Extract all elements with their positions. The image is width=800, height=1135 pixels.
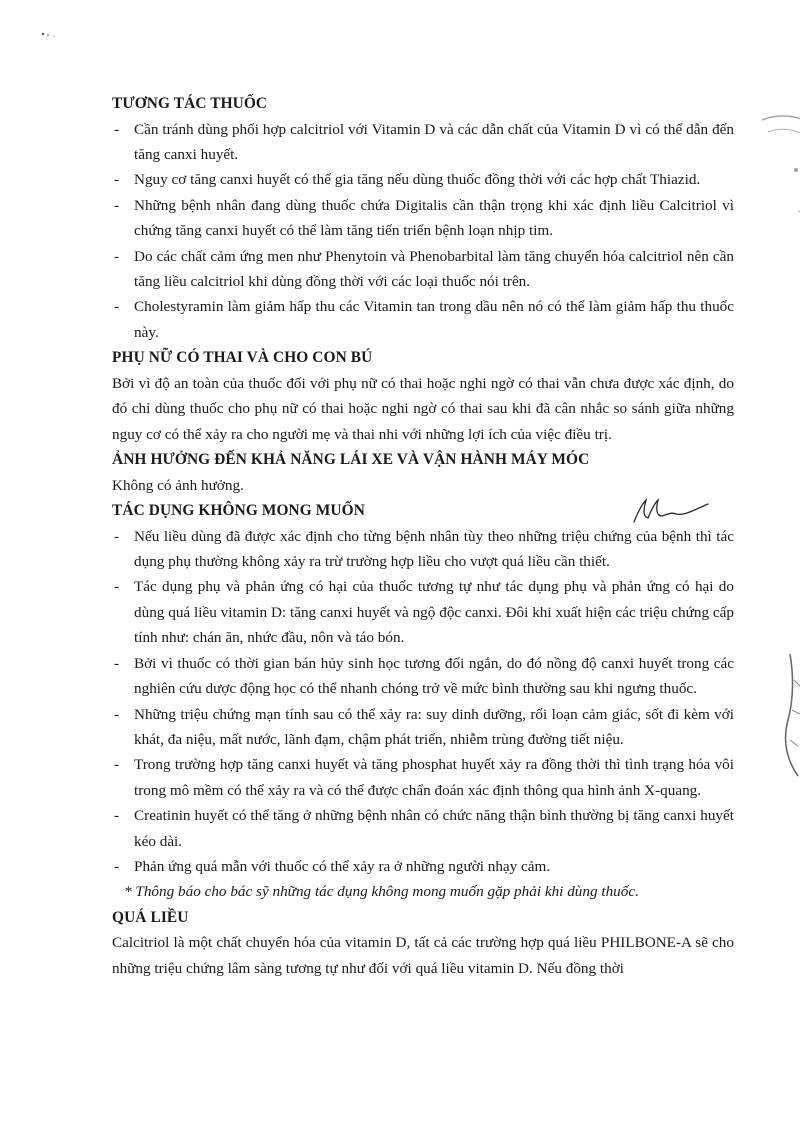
list-item: - Creatinin huyết có thể tăng ở những bệnh nhân có chức năng thận bình thường bị tăng canxi huyết kéo dài. [112,803,734,854]
side-effects-list [112,524,734,880]
list-item: - Bởi vì thuốc có thời gian bán hủy sinh học tương đối ngắn, do đó nồng độ canxi huyết trong các nghiên cứu dược động học có thể nhanh chóng trở về mức bình thường sau khi ngưng thuốc. [112,651,734,702]
list-item: - Cholestyramin làm giảm hấp thu các Vitamin tan trong dầu nên nó có thể làm giảm hấp thu thuốc này. [112,294,734,345]
list-item: - Nếu liều dùng đã được xác định cho từng bệnh nhân tùy theo những triệu chứng của bệnh thì tác dụng phụ thường không xảy ra trừ trường hợp liều cho vượt quá liều cần thiết. [112,524,734,575]
document-body [112,91,734,981]
pregnancy-paragraph: Bởi vì độ an toàn của thuốc đối với phụ nữ có thai hoặc nghi ngờ có thai vẫn chưa được xác định, do đó chỉ dùng thuốc cho phụ nữ có thai hoặc nghi ngờ có thai sau khi đã cân nhắc so sánh giữa những nguy cơ có thể xảy ra cho người mẹ và thai nhi với những lợi ích của việc điều trị. [112,374,734,443]
driving-paragraph: Không có ảnh hưởng. [112,476,244,494]
section-title-overdose: QUÁ LIỀU [112,908,189,926]
section-title-side-effects: TÁC DỤNG KHÔNG MONG MUỐN [112,502,365,520]
overdose-paragraph: Calcitriol là một chất chuyển hóa của vitamin D, tất cả các trường hợp quá liều PHILBONE-A sẽ cho những triệu chứng lâm sàng tương tự như đối với quá liều vitamin D. Nếu đồng thời [112,934,734,977]
interactions-list [112,117,734,346]
section-title-driving: ẢNH HƯỞNG ĐẾN KHẢ NĂNG LÁI XE VÀ VẬN HÀNH MÁY MÓC [112,451,590,469]
list-item: - Phản ứng quá mẫn với thuốc có thể xảy ra ở những người nhạy cảm. [112,854,734,879]
list-item: - Những bệnh nhân đang dùng thuốc chứa Digitalis cần thận trọng khi xác định liều Calcitriol vì chứng tăng canxi huyết có thể làm tăng tiến triển bệnh loạn nhịp tim. [112,193,734,244]
list-item: - Tác dụng phụ và phản ứng có hại của thuốc tương tự như tác dụng phụ và phản ứng có hại do dùng quá liều vitamin D: tăng canxi huyết và ngộ độc canxi. Đôi khi xuất hiện các triệu chứng cấp tính như: chán ăn, nhức đầu, nôn và táo bón. [112,574,734,650]
list-item: - Nguy cơ tăng canxi huyết có thể gia tăng nếu dùng thuốc đồng thời với các hợp chất Thiazid. [112,167,734,192]
stamp-edge-image [752,112,800,232]
list-item: - Những triệu chứng mạn tính sau có thể xảy ra: suy dinh dưỡng, rối loạn cảm giác, sốt đi kèm với khát, đa niệu, mất nước, lãnh đạm, chậm phát triển, nhiễm trùng đường tiết niệu. [112,702,734,753]
stamp-fragment-image [760,650,800,780]
list-item: - Do các chất cảm ứng men như Phenytoin và Phenobarbital làm tăng chuyển hóa calcitriol nên cần tăng liều calcitriol khi dùng đồng thời với các loại thuốc nói trên. [112,244,734,295]
list-item: - Trong trường hợp tăng canxi huyết và tăng phosphat huyết xảy ra đồng thời thì tình trạng hóa vôi trong mô mềm có thể xảy ra và có thể được chẩn đoán xác định thông qua hình ảnh X-quang. [112,752,734,803]
side-effects-note: * Thông báo cho bác sỹ những tác dụng không mong muốn gặp phải khi dùng thuốc. [124,883,639,901]
section-title-pregnancy: PHỤ NỮ CÓ THAI VÀ CHO CON BÚ [112,349,373,367]
list-item: - Cần tránh dùng phối hợp calcitriol với Vitamin D và các dẫn chất của Vitamin D vì có thể dẫn đến tăng canxi huyết. [112,117,734,168]
scan-speck-mark [40,30,62,38]
section-title-interactions: TƯƠNG TÁC THUỐC [112,95,268,112]
